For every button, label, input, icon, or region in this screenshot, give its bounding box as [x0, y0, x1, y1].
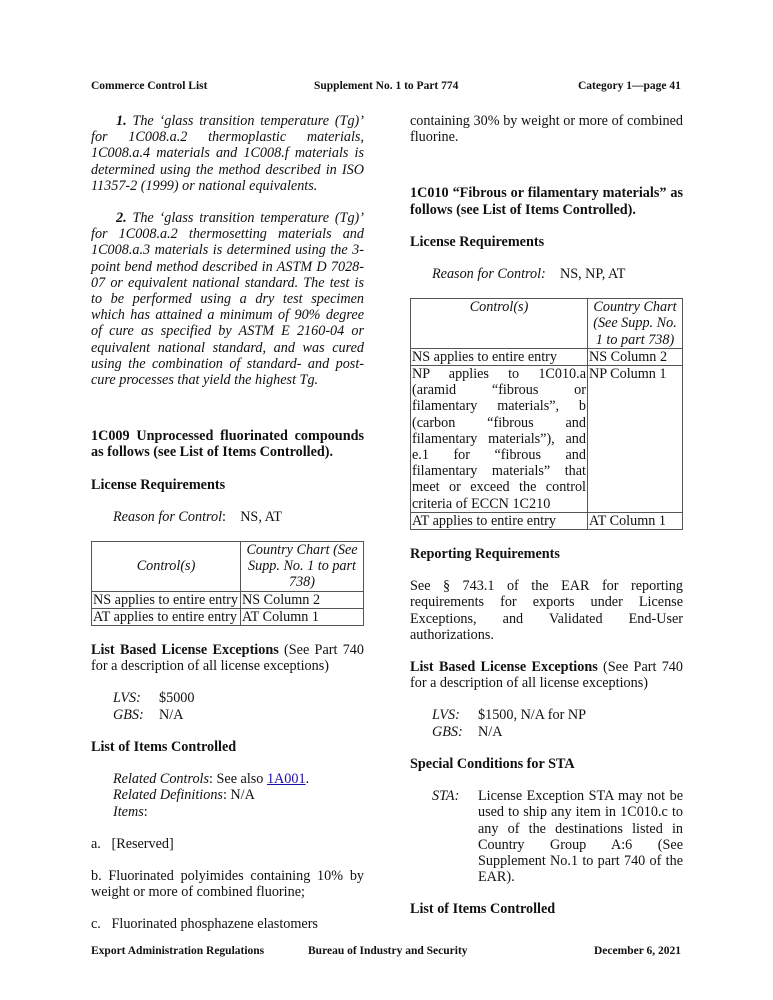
lble-paragraph — [410, 659, 683, 691]
continued-text: containing 30% by weight or more of combined fluorine. — [410, 113, 683, 146]
related-definitions-label: Related Definitions — [113, 787, 223, 804]
table-row — [411, 348, 683, 365]
lvs-value: $5000 — [159, 690, 195, 707]
item-text: [Reserved] — [111, 835, 174, 852]
reason-value: NS, NP, AT — [559, 266, 626, 283]
gbs-row — [91, 707, 364, 723]
table-cell: AT applies to entire entry — [411, 512, 588, 529]
items-heading: List of Items Controlled — [410, 901, 556, 918]
list-item — [91, 916, 364, 932]
list-item — [91, 836, 364, 852]
control-table-1c010 — [410, 298, 683, 530]
footer-left: Export Administration Regulations — [91, 945, 265, 957]
header-center: Supplement No. 1 to Part 774 — [314, 80, 459, 92]
note-2-number: 2. — [116, 210, 127, 227]
table-cell: NP applies to 1C010.a (aramid “fibrous or filamentary materials”, b (carbon “fibrous and filamentary materials”), and e.1 for “fibrous and filamentary materials” that meet or exceed the control criteria of ECCN 1C210 — [412, 366, 586, 512]
related-controls: Related Controls: See also 1A001. — [113, 771, 310, 788]
note-2-text: The ‘glass transition temperature (Tg)’ for 1C008.a.2 thermosetting materials and 1C008.a.3 materials is determined using the 3-point bend method described in ASTM D 7028-07 or equivalent national standard. The test is to be performed using a dry test specimen which has attained a minimum of 90% degree of cure as specified by ASTM E 2160-04 or equivalent national standard, and was cured using the combination of standard- and post-cure processes that yield the highest Tg. — [91, 210, 364, 389]
table-header-row — [92, 542, 364, 592]
lvs-value: $1500, N/A for NP — [478, 707, 586, 724]
reason-value: NS, AT — [240, 508, 282, 525]
table-row — [411, 366, 683, 513]
table-header-country-chart: Country Chart (See Supp. No. 1 to part 738) — [241, 542, 364, 592]
reporting-text: See § 743.1 of the EAR for reporting requirements for exports under License Exceptions, and Validated End-User authorizations. — [410, 578, 683, 643]
lvs-row — [91, 690, 364, 706]
sta-text: License Exception STA may not be used to ship any item in 1C010.c to any of the destinations listed in Country Group A:6 (See Supplement No.1 to part 740 of the EAR). — [478, 788, 683, 886]
lvs-label: LVS: — [113, 690, 141, 707]
gbs-label: GBS: — [432, 723, 463, 740]
gbs-value: N/A — [478, 723, 503, 740]
lble-heading: List Based License Exceptions — [91, 642, 279, 659]
table-cell: NS Column 2 — [241, 591, 364, 608]
items-heading: List of Items Controlled — [91, 738, 237, 755]
license-requirements-heading: License Requirements — [410, 233, 545, 250]
right-column — [410, 113, 683, 918]
note-1-text: The ‘glass transition temperature (Tg)’ for 1C008.a.2 thermoplastic materials, 1C008.a.4 materials and 1C008.f materials is determined using the method described in ISO 11357-2 (1999) or national equivalents. — [91, 113, 364, 194]
note-1-number: 1. — [116, 113, 127, 129]
table-row — [92, 608, 364, 625]
item-letter: b. — [91, 867, 102, 884]
table-header-controls: Control(s) — [411, 299, 588, 349]
table-cell: NP Column 1 — [588, 366, 683, 513]
item-text: Fluorinated phosphazene elastomers — [111, 916, 318, 933]
lvs-label: LVS: — [432, 707, 460, 724]
reason-label: Reason for Control: — [432, 266, 546, 283]
related-controls-text: : See also — [209, 771, 267, 788]
gbs-label: GBS: — [113, 706, 144, 723]
note-2 — [91, 210, 364, 388]
lvs-row — [410, 707, 683, 723]
table-header-row — [411, 299, 683, 349]
table-cell: AT Column 1 — [241, 608, 364, 625]
table-cell: NS applies to entire entry — [92, 591, 241, 608]
table-row — [411, 512, 683, 529]
table-cell: AT Column 1 — [588, 512, 683, 529]
lble-paragraph — [91, 642, 364, 674]
reason-for-control: Reason for Control: NS, AT — [113, 508, 282, 525]
entry-title-1c009: 1C009 Unprocessed fluorinated compounds as follows (see List of Items Controlled). — [91, 428, 364, 461]
header-left: Commerce Control List — [91, 80, 208, 92]
items-label-line: Items: — [113, 803, 148, 820]
license-requirements-heading: License Requirements — [91, 476, 226, 493]
lble-heading: List Based License Exceptions — [410, 659, 598, 676]
footer-right: December 6, 2021 — [594, 945, 681, 957]
footer-center: Bureau of Industry and Security — [308, 945, 468, 957]
sta-condition — [410, 788, 683, 885]
table-row — [92, 591, 364, 608]
list-item — [91, 868, 364, 900]
item-letter: a. — [91, 835, 101, 852]
note-1 — [91, 113, 364, 194]
items-label: Items — [113, 803, 144, 820]
related-definitions — [91, 787, 364, 803]
link-1a001[interactable]: 1A001 — [266, 771, 306, 788]
related-definitions-value: : N/A — [222, 787, 255, 804]
gbs-value: N/A — [159, 706, 184, 723]
control-table-1c009 — [91, 541, 364, 626]
table-header-country-chart: Country Chart (See Supp. No. 1 to part 738) — [588, 299, 683, 349]
sta-heading: Special Conditions for STA — [410, 755, 575, 772]
lble-note: (See Part 740 for a description of all license exceptions) — [91, 642, 364, 675]
item-text: Fluorinated polyimides containing 10% by weight or more of combined fluorine; — [91, 867, 365, 901]
item-letter: c. — [91, 916, 101, 933]
gbs-row — [410, 724, 683, 740]
reporting-heading: Reporting Requirements — [410, 546, 560, 563]
header-right: Category 1—page 41 — [578, 80, 681, 92]
reason-label: Reason for Control — [113, 508, 223, 525]
left-column — [91, 113, 364, 933]
reason-for-control — [410, 266, 683, 282]
table-cell: NS applies to entire entry — [411, 348, 588, 365]
table-cell: AT applies to entire entry — [92, 608, 241, 625]
table-header-controls: Control(s) — [92, 542, 241, 592]
related-controls-label: Related Controls — [113, 771, 210, 788]
entry-title-1c010: 1C010 “Fibrous or filamentary materials” as follows (see List of Items Controlled). — [410, 185, 683, 218]
lble-note: (See Part 740 for a description of all license exceptions) — [410, 659, 683, 692]
table-cell: NS Column 2 — [588, 348, 683, 365]
sta-label: STA: — [432, 788, 460, 805]
